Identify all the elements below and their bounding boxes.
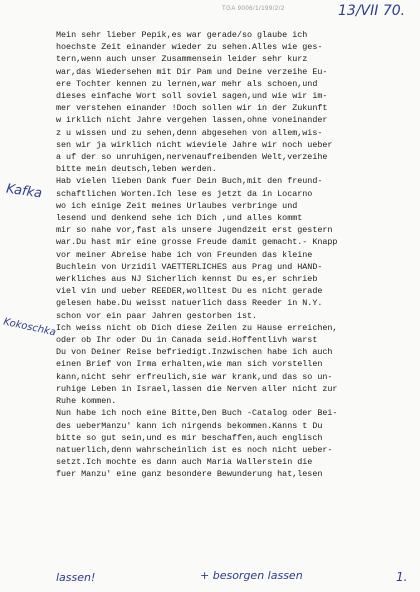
handwritten-closing-left: lassen! [56,571,96,584]
archive-reference-stamp: TGA 9006/1/199/2/2 [222,6,285,12]
margin-annotation-kokoschka: Kokoschka [2,316,57,339]
margin-annotation-kafka: Kafka [5,181,43,202]
handwritten-date: 13/VII 70. [338,3,406,19]
page-number: 1. [396,570,408,584]
handwritten-closing-right: + besorgen lassen [200,569,303,582]
letter-body: Mein sehr lieber Pepik,es war gerade/so glaube ich hoechste Zeit einander wieder zu sehen.Alles wie ges- tern,wenn auch unser Zusammensein leider sehr kurz war,das Wiedersehen mit Dir Pam und Deine verzeihe Eu- ere Tochter kennen zu lernen,war mehr als schoen,und dieses einfache Wort soll soviel sagen,und wie wir im- mer verstehen einander !Doch sollen wir in der Zukunft w irklich nicht Jahre vergehen lassen,ohne voneinander z u wissen und zu sehen,denn abgesehen von allem,wis- sen wir ja wirklich nicht wieviele Jahre wir noch ueber a uf der so unruhigen,nervenaufreibenden Welt,verzeihe bitte mein deutsch,leben werden. Hab vielen lieben Dank fuer Dein Buch,mit den freund- schaftlichen Worten.Ich lese es jetzt da in Locarno wo ich einige Zeit meines Urlaubes verbringe und lesend und denkend sehe ich Dich ,und alles kommt mir so nahe vor,fast als unsere Jugendzeit erst gestern war.Du hast mir eine grosse Freude damit gemacht.- Knapp vor meiner Abreise habe ich von Freunden das kleine Buchlein von Urzidil VAETTERLICHES aus Prag und HAND- werkliches aus NJ Sicherlich kennst Du es,er schrieb viel vin und ueber REEDER,wolltest Du es nicht gerade gelesen habe.Du weisst natuerlich dass Reeder in N.Y. schon vor ein paar Jahren gestorben ist. Ich weiss nicht ob Dich diese Zeilen zu Hause erreichen, oder ob Ihr oder Du in Canada seid.Hoffentlivh warst Du von Deiner Reise befriedigt.Inzwischen habe ich auch einen Brief von Irma erhalten,wie man sich vorstellen kann,nicht sehr erfreulich,sie war krank,und das so un- ruhige Leben in Israel,lassen die Nerven aller nicht zur Ruhe kommen. Nun habe ich noch eine Bitte,Den Buch -Catalog oder Bei- des ueberManzu' kann ich nirgends bekommen.Kanns t Du bitte so gut sein,und es mir beschaffen,auch englisch natuerlich,denn wahrscheinlich ist es noch nicht ueber- setzt.Ich mochte es dann auch Maria Wallerstein die fuer Manzu' eine ganz besondere Bewunderung hat,lesen [56,30,338,480]
